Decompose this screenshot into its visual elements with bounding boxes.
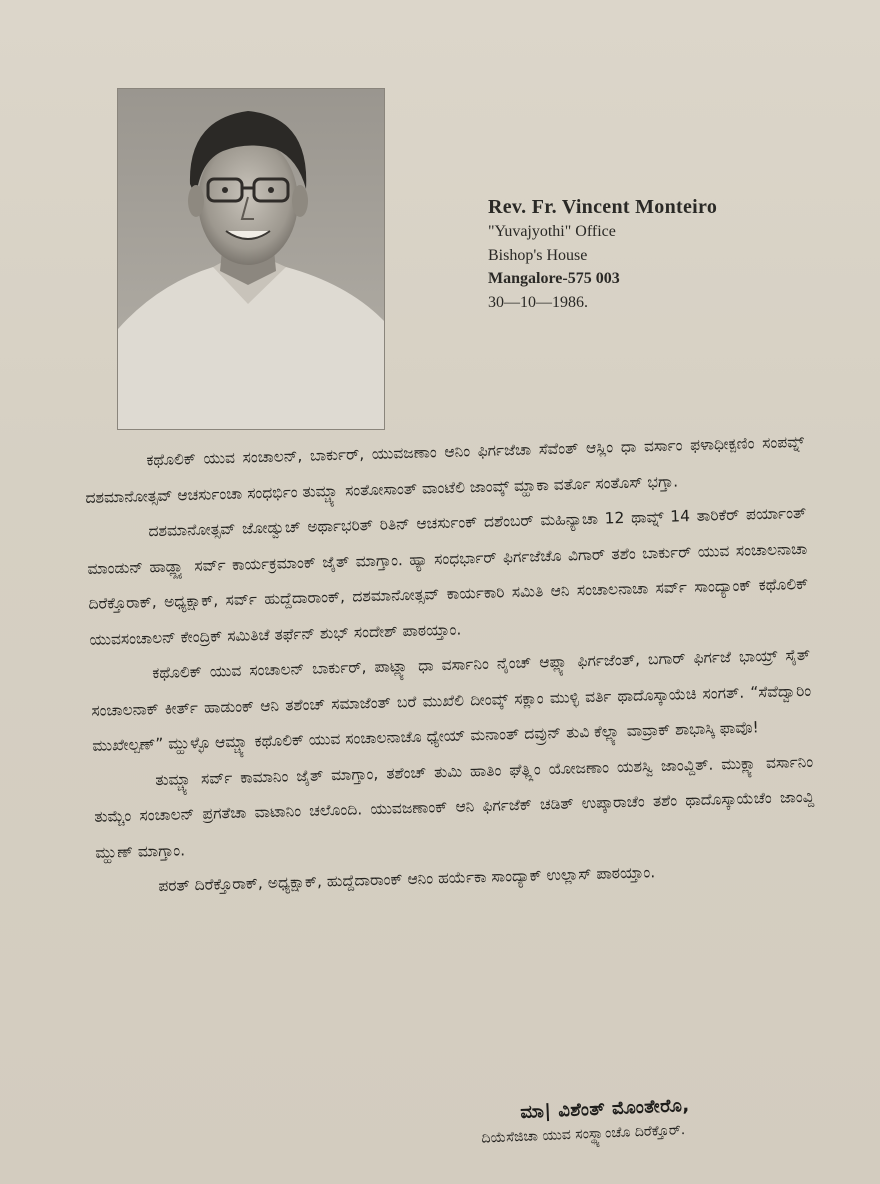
sender-name: Rev. Fr. Vincent Monteiro bbox=[488, 196, 718, 218]
sender-house: Bishop's House bbox=[488, 246, 588, 264]
sender-address bbox=[488, 194, 818, 314]
paragraph: ಪರತ್ ದಿರೆಕ್ತೊರಾಕ್, ಅಧ್ಯಕ್ಷಾಕ್, ಹುದ್ದೆದಾರಾಂಕ್ ಆನಿಂ ಹರ್ಯೆಕಾ ಸಾಂದ್ಯಾಕ್ ಉಲ್ಲಾಸ್ ಪಾಠಯ್ತಾಂ. bbox=[158, 863, 656, 896]
portrait-photo bbox=[117, 88, 385, 430]
signature-role: ದಿಯೆಸೆಜಿಚಾ ಯುವ ಸಂಸ್ಥ್ಯಾಂಚೊ ದಿರೆಕ್ತೊರ್. bbox=[481, 1122, 686, 1147]
signature-name: ಮಾ| ವಿಶೆಂತ್ ಮೊಂತೇರೊ, bbox=[520, 1094, 691, 1123]
paragraph: ತುಮ್ಚ್ಯಾ ಸರ್ವ್ ಕಾಮಾನಿಂ ಜೈತ್ ಮಾಗ್ತಾಂ, ತಶೆಂಚ್ ತುಮಿ ಹಾತಿಂ ಘೆತ್ಲ್ಲಿಂ ಯೋಜಣಾಂ ಯಶಸ್ವಿ ಜಾಂವ್ದಿತ್. ಮುಕ್ಲ್ಯಾ ವರ್ಸಾನಿಂ ತುಮ್ಚೆಂ ಸಂಚಾಲನ್ ಪ್ರಗತೆಚಾ ವಾಟಾನಿಂ ಚಲೊಂದಿ. ಯುವಜಣಾಂಕ್ ಆನಿ ಫಿರ್ಗಜೆಕ್ ಚಡಿತ್ ಉಪ್ಕಾರಾಚೆಂ ತಶೆಂ ಥಾದೊಸ್ಕಾಯೆಚೆಂ ಜಾಂವ್ದಿ ಮ್ಹುಣ್ ಮಾಗ್ತಾಂ. bbox=[94, 752, 815, 862]
letter-body bbox=[84, 425, 817, 906]
portrait-image bbox=[118, 89, 384, 429]
sender-city: Mangalore-575 003 bbox=[488, 270, 620, 287]
paragraph: ದಶಮಾನೋತ್ಸವ್ ಜೋಡ್ವುಚ್ ಅರ್ಥಾಭರಿತ್ ರಿತಿನ್ ಆಚರ್ಸುಂಕ್ ದಶೆಂಬರ್ ಮಹಿನ್ಯಾಚಾ 12 ಥಾವ್ನ್ 14 ತಾರಿಕೆರ್ ಪರ್ಯಾಂತ್ ಮಾಂಡುನ್ ಹಾಡ್ಲ್ಲ್ಯಾ ಸರ್ವ್ ಕಾರ್ಯಕ್ರಮಾಂಕ್ ಜೈತ್ ಮಾಗ್ತಾಂ. ಹ್ಯಾ ಸಂಧರ್ಭಾರ್ ಫಿರ್ಗಜೆಚೊ ವಿಗಾರ್ ತಶೆಂ ಬಾರ್ಕುರ್ ಯುವ ಸಂಚಾಲನಾಚಾ ದಿರೆಕ್ತೊರಾಕ್, ಅಧ್ಯಕ್ಷಾಕ್, ಸರ್ವ್ ಹುದ್ದೆದಾರಾಂಕ್, ದಶಮಾನೋತ್ಸವ್ ಕಾರ್ಯಕಾರಿ ಸಮಿತಿ ಆನಿ ಸಂಚಾಲನಾಚಾ ಸರ್ವ್ ಸಾಂದ್ಯಾಂಕ್ ಕಥೊಲಿಕ್ ಯುವಸಂಚಾಲನ್ ಕೇಂದ್ರಿಕ್ ಸಮಿತಿಚೆ ತರ್ಫೆನ್ ಶುಭ್ ಸಂದೇಶ್ ಪಾಠಯ್ತಾಂ. bbox=[87, 503, 809, 649]
paragraph: ಕಥೊಲಿಕ್ ಯುವ ಸಂಚಾಲನ್, ಬಾರ್ಕುರ್, ಯುವಜಣಾಂ ಆನಿಂ ಫಿರ್ಗಜೆಚಾ ಸೆವೆಂತ್ ಆಸ್ಲಿಂ ಧಾ ವರ್ಸಾಂ ಫಳಾಧೀಕ್ಪಣಿಂ ಸಂಪವ್ನ್ ದಶಮಾನೋತ್ಸವ್ ಆಚರ್ಸುಂಚಾ ಸಂಧರ್ಭಿಂ ತುಮ್ಚ್ಯಾ ಸಂತೋಸಾಂತ್ ವಾಂಟೆಲಿ ಜಾಂವ್ಕ್ ಮ್ಹಾಕಾ ವರ್ತೊ ಸಂತೊಸ್ ಭಗ್ತಾ. bbox=[85, 432, 805, 507]
signature-block bbox=[481, 1088, 852, 1147]
sender-office: "Yuvajyothi" Office bbox=[488, 223, 616, 240]
letter-date: 30—10—1986. bbox=[488, 293, 588, 311]
paragraph: ಕಥೊಲಿಕ್ ಯುವ ಸಂಚಾಲನ್ ಬಾರ್ಕುರ್, ಪಾಟ್ಲ್ಯಾ ಧಾ ವರ್ಸಾನಿಂ ನೈಂಚ್ ಆಪ್ಲ್ಯಾ ಫಿರ್ಗಜೆಂತ್, ಬಗಾರ್ ಫಿರ್ಗಜೆ ಭಾಯ್ರ್ ಸೈತ್ ಸಂಚಾಲನಾಕ್ ಕೀರ್ತ್ ಹಾಡುಂಕ್ ಆನಿ ತಶೆಂಚ್ ಸಮಾಜೆಂತ್ ಬರೆ ಮುಖೆಲಿ ದೀಂವ್ಕ್ ಸಕ್ಲಾಂ ಮುಳ್ಳಿ ವರ್ತಿ ಥಾದೊಸ್ಕಾಯೆಚಿ ಸಂಗತ್. “ಸೆವೆದ್ವಾರಿಂ ಮುಖೇಲ್ಪಣ್” ಮ್ಹುಳ್ಳೊ ಆಮ್ಚ್ಯಾ ಕಥೊಲಿಕ್ ಯುವ ಸಂಚಾಲನಾಚೊ ಧ್ಯೇಯ್ ಮನಾಂತ್ ದವ್ರುನ್ ತುವಿ ಕೆಲ್ಲ್ಯಾ ವಾವ್ರಾಕ್ ಶಾಭಾಸ್ಕಿ ಫಾವೊ! bbox=[91, 645, 812, 755]
